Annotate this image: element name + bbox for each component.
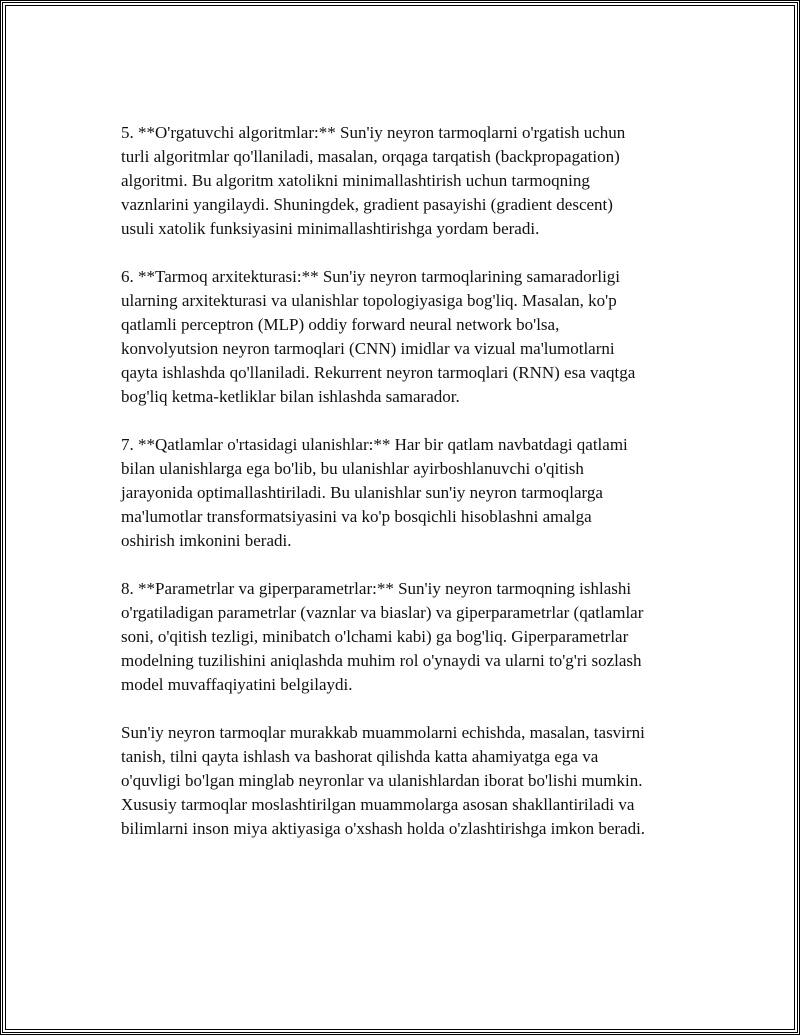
text-line: oshirish imkonini beradi.: [121, 531, 292, 550]
text-line: konvolyutsion neyron tarmoqlari (CNN) imidlar va vizual ma'lumotlarni: [121, 339, 615, 358]
text-line: jarayonida optimallashtiriladi. Bu ulanishlar sun'iy neyron tarmoqlarga: [121, 483, 603, 502]
document-body: [121, 121, 696, 841]
text-line: qatlamli perceptron (MLP) oddiy forward neural network bo'lsa,: [121, 315, 560, 334]
text-line: o'rgatiladigan parametrlar (vaznlar va biaslar) va giperparametrlar (qatlamlar: [121, 603, 644, 622]
paragraph-layer-connections: [121, 433, 696, 553]
text-line: ularning arxitekturasi va ulanishlar topologiyasiga bog'liq. Masalan, ko'p: [121, 291, 617, 310]
text-line: o'quvligi bo'lgan minglab neyronlar va ulanishlardan iborat bo'lishi mumkin.: [121, 771, 643, 790]
paragraph-network-architecture: [121, 265, 696, 409]
text-line: bilimlarni inson miya aktiyasiga o'xshash holda o'zlashtirishga imkon beradi.: [121, 819, 646, 838]
text-line: qayta ishlashda qo'llaniladi. Rekurrent neyron tarmoqlari (RNN) esa vaqtga: [121, 363, 636, 382]
text-line: bilan ulanishlarga ega bo'lib, bu ulanishlar ayirboshlanuvchi o'qitish: [121, 459, 584, 478]
paragraph-learning-algorithms: [121, 121, 696, 241]
text-line: vaznlarini yangilaydi. Shuningdek, gradient pasayishi (gradient descent): [121, 195, 613, 214]
text-line: 5. **O'rgatuvchi algoritmlar:** Sun'iy neyron tarmoqlarni o'rgatish uchun: [121, 123, 626, 142]
text-line: bog'liq ketma-ketliklar bilan ishlashda samarador.: [121, 387, 460, 406]
paragraph-conclusion: [121, 721, 696, 841]
text-line: algoritmi. Bu algoritm xatolikni minimallashtirish uchun tarmoqning: [121, 171, 590, 190]
text-line: ma'lumotlar transformatsiyasini va ko'p bosqichli hisoblashni amalga: [121, 507, 592, 526]
text-line: 8. **Parametrlar va giperparametrlar:** Sun'iy neyron tarmoqning ishlashi: [121, 579, 632, 598]
paragraph-parameters: [121, 577, 696, 697]
text-line: Sun'iy neyron tarmoqlar murakkab muammolarni echishda, masalan, tasvirni: [121, 723, 645, 742]
text-line: turli algoritmlar qo'llaniladi, masalan, orqaga tarqatish (backpropagation): [121, 147, 620, 166]
text-line: usuli xatolik funksiyasini minimallashtirishga yordam beradi.: [121, 219, 540, 238]
text-line: tanish, tilni qayta ishlash va bashorat qilishda katta ahamiyatga ega va: [121, 747, 599, 766]
text-line: soni, o'qitish tezligi, minibatch o'lchami kabi) ga bog'liq. Giperparametrlar: [121, 627, 629, 646]
text-line: 6. **Tarmoq arxitekturasi:** Sun'iy neyron tarmoqlarining samaradorligi: [121, 267, 621, 286]
text-line: model muvaffaqiyatini belgilaydi.: [121, 675, 353, 694]
text-line: 7. **Qatlamlar o'rtasidagi ulanishlar:** Har bir qatlam navbatdagi qatlami: [121, 435, 628, 454]
text-line: modelning tuzilishini aniqlashda muhim rol o'ynaydi va ularni to'g'ri sozlash: [121, 651, 642, 670]
text-line: Xususiy tarmoqlar moslashtirilgan muammolarga asosan shakllantiriladi va: [121, 795, 635, 814]
